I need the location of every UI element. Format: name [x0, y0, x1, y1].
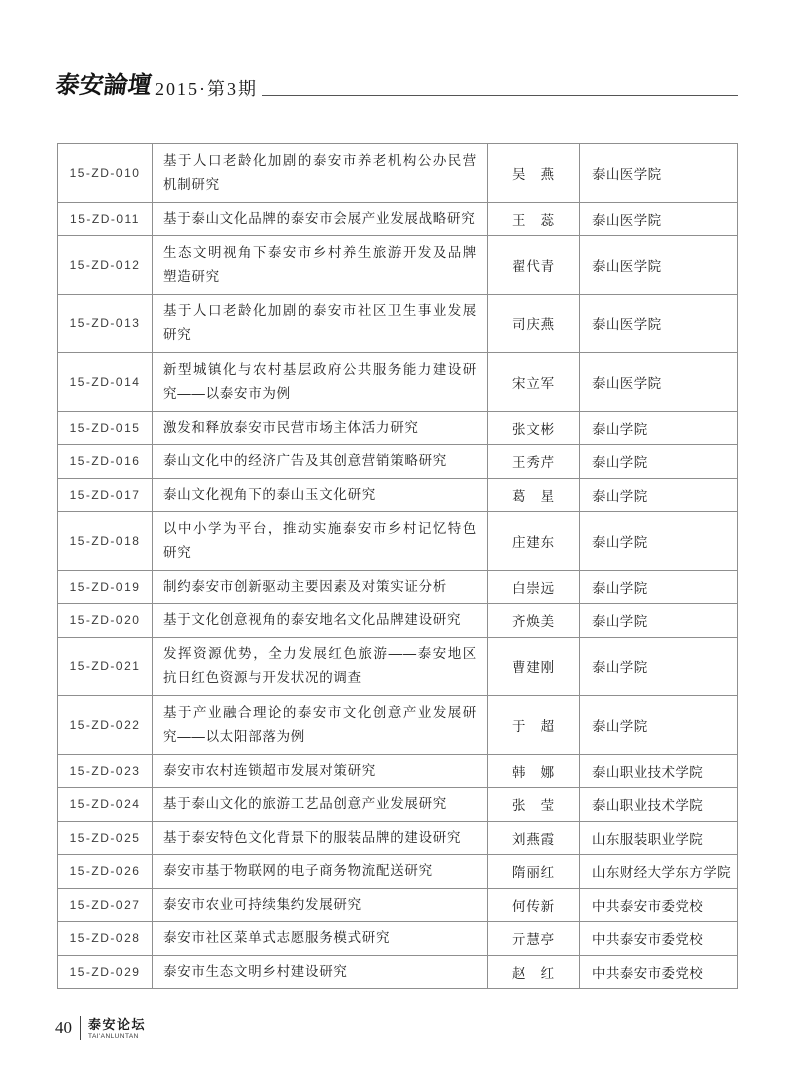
table-row — [58, 295, 738, 354]
institution-cell: 泰山学院 — [580, 512, 738, 570]
project-code-cell: 15-ZD-010 — [58, 144, 153, 202]
institution-cell: 泰山医学院 — [580, 236, 738, 294]
institution-cell: 泰山学院 — [580, 445, 738, 478]
project-title-cell — [153, 236, 488, 294]
project-title-line: 泰安市生态文明乡村建设研究 — [163, 963, 348, 979]
project-leader-cell: 白崇远 — [488, 571, 580, 604]
project-leader-cell: 司庆燕 — [488, 295, 580, 353]
table-row — [58, 755, 738, 789]
project-leader-cell: 吴 燕 — [488, 144, 580, 202]
project-title-line: 泰山文化视角下的泰山玉文化研究 — [163, 486, 376, 502]
header-rule — [262, 95, 738, 96]
project-leader-cell: 王 蕊 — [488, 203, 580, 236]
institution-cell: 泰山职业技术学院 — [580, 755, 738, 788]
project-title-cell — [153, 295, 488, 353]
table-row — [58, 479, 738, 513]
project-title-cell — [153, 445, 488, 478]
institution-cell: 中共泰安市委党校 — [580, 889, 738, 922]
project-leader-cell: 隋丽红 — [488, 855, 580, 888]
project-leader-cell: 张 莹 — [488, 788, 580, 821]
project-title-line: 基于人口老龄化加剧的泰安市社区卫生事业发展 — [163, 303, 477, 319]
project-title-line: 泰安市农业可持续集约发展研究 — [163, 896, 362, 912]
footer-divider — [80, 1016, 81, 1040]
project-title-cell — [153, 203, 488, 236]
project-title-cell — [153, 144, 488, 202]
table-row — [58, 445, 738, 479]
project-title-cell — [153, 956, 488, 989]
project-leader-cell: 何传新 — [488, 889, 580, 922]
table-row — [58, 203, 738, 237]
project-leader-cell: 韩 娜 — [488, 755, 580, 788]
project-leader-cell: 赵 红 — [488, 956, 580, 989]
project-title-cell — [153, 412, 488, 445]
project-title-line: 塑造研究 — [163, 268, 220, 284]
project-code-cell: 15-ZD-014 — [58, 353, 153, 411]
institution-cell: 泰山学院 — [580, 412, 738, 445]
table-row — [58, 571, 738, 605]
project-title-line: 泰安市社区菜单式志愿服务模式研究 — [163, 930, 391, 946]
project-title-line: 研究 — [163, 327, 192, 343]
table-row — [58, 696, 738, 755]
project-title-cell — [153, 479, 488, 512]
footer-journal-name: 泰安论坛 — [88, 1017, 147, 1032]
table-row — [58, 855, 738, 889]
project-title-line: 基于泰山文化的旅游工艺品创意产业发展研究 — [163, 796, 447, 812]
table-row — [58, 144, 738, 203]
project-code-cell: 15-ZD-020 — [58, 604, 153, 637]
table-row — [58, 412, 738, 446]
table-row — [58, 604, 738, 638]
project-code-cell: 15-ZD-011 — [58, 203, 153, 236]
project-code-cell: 15-ZD-013 — [58, 295, 153, 353]
project-title-cell — [153, 755, 488, 788]
project-code-cell: 15-ZD-025 — [58, 822, 153, 855]
project-title-line: 究——以太阳部落为例 — [163, 728, 305, 744]
institution-cell: 泰山医学院 — [580, 353, 738, 411]
institution-cell: 泰山学院 — [580, 638, 738, 696]
project-title-line: 制约泰安市创新驱动主要因素及对策实证分析 — [163, 578, 447, 594]
project-title-cell — [153, 696, 488, 754]
project-title-cell — [153, 889, 488, 922]
table-row — [58, 922, 738, 956]
project-table — [57, 143, 738, 989]
project-title-line: 泰山文化中的经济广告及其创意营销策略研究 — [163, 453, 447, 469]
project-title-cell — [153, 788, 488, 821]
project-code-cell: 15-ZD-016 — [58, 445, 153, 478]
project-code-cell: 15-ZD-028 — [58, 922, 153, 955]
project-code-cell: 15-ZD-015 — [58, 412, 153, 445]
institution-cell: 泰山职业技术学院 — [580, 788, 738, 821]
project-leader-cell: 庄建东 — [488, 512, 580, 570]
project-title-line: 基于人口老龄化加剧的泰安市养老机构公办民营 — [163, 152, 477, 168]
table-row — [58, 956, 738, 990]
project-title-line: 基于产业融合理论的泰安市文化创意产业发展研 — [163, 704, 477, 720]
project-code-cell: 15-ZD-026 — [58, 855, 153, 888]
project-code-cell: 15-ZD-021 — [58, 638, 153, 696]
project-leader-cell: 于 超 — [488, 696, 580, 754]
project-code-cell: 15-ZD-029 — [58, 956, 153, 989]
project-title-line: 机制研究 — [163, 176, 220, 192]
table-row — [58, 236, 738, 295]
institution-cell: 山东服装职业学院 — [580, 822, 738, 855]
project-title-cell — [153, 571, 488, 604]
project-title-line: 基于文化创意视角的泰安地名文化品牌建设研究 — [163, 612, 462, 628]
project-title-cell — [153, 512, 488, 570]
project-title-cell — [153, 922, 488, 955]
journal-title: 泰安論壇 — [54, 70, 154, 99]
project-title-line: 研究 — [163, 544, 192, 560]
table-row — [58, 512, 738, 571]
project-leader-cell: 齐焕美 — [488, 604, 580, 637]
project-title-line: 抗日红色资源与开发状况的调查 — [163, 670, 362, 686]
project-code-cell: 15-ZD-018 — [58, 512, 153, 570]
project-title-line: 究——以泰安市为例 — [163, 385, 291, 401]
institution-cell: 泰山学院 — [580, 571, 738, 604]
project-leader-cell: 刘燕霞 — [488, 822, 580, 855]
table-row — [58, 353, 738, 412]
project-leader-cell: 亓慧亭 — [488, 922, 580, 955]
project-title-line: 基于泰安特色文化背景下的服装品牌的建设研究 — [163, 829, 462, 845]
project-title-line: 基于泰山文化品牌的泰安市会展产业发展战略研究 — [163, 210, 476, 226]
table-row — [58, 822, 738, 856]
institution-cell: 山东财经大学东方学院 — [580, 855, 738, 888]
project-code-cell: 15-ZD-017 — [58, 479, 153, 512]
institution-cell: 泰山医学院 — [580, 295, 738, 353]
project-leader-cell: 王秀芹 — [488, 445, 580, 478]
project-title-line: 泰安市基于物联网的电子商务物流配送研究 — [163, 863, 433, 879]
institution-cell: 泰山医学院 — [580, 144, 738, 202]
project-title-line: 生态文明视角下泰安市乡村养生旅游开发及品牌 — [163, 244, 477, 260]
institution-cell: 泰山学院 — [580, 479, 738, 512]
table-row — [58, 889, 738, 923]
project-title-line: 新型城镇化与农村基层政府公共服务能力建设研 — [163, 361, 477, 377]
project-leader-cell: 葛 星 — [488, 479, 580, 512]
footer-journal-pinyin: TAI'ANLUNTAN — [88, 1033, 139, 1040]
project-title-line: 泰安市农村连锁超市发展对策研究 — [163, 762, 376, 778]
project-code-cell: 15-ZD-022 — [58, 696, 153, 754]
project-leader-cell: 宋立军 — [488, 353, 580, 411]
table-row — [58, 788, 738, 822]
project-title-line: 发挥资源优势，全力发展红色旅游——泰安地区 — [163, 646, 477, 662]
project-leader-cell: 张文彬 — [488, 412, 580, 445]
project-leader-cell: 曹建刚 — [488, 638, 580, 696]
page-number: 40 — [55, 1018, 72, 1037]
project-title-cell — [153, 604, 488, 637]
issue-label: 2015·第3期 — [155, 79, 258, 99]
project-code-cell: 15-ZD-023 — [58, 755, 153, 788]
institution-cell: 中共泰安市委党校 — [580, 922, 738, 955]
table-row — [58, 638, 738, 697]
project-title-cell — [153, 822, 488, 855]
project-leader-cell: 翟代青 — [488, 236, 580, 294]
project-code-cell: 15-ZD-012 — [58, 236, 153, 294]
institution-cell: 中共泰安市委党校 — [580, 956, 738, 989]
project-code-cell: 15-ZD-024 — [58, 788, 153, 821]
project-title-cell — [153, 353, 488, 411]
project-title-line: 以中小学为平台，推动实施泰安市乡村记忆特色 — [163, 520, 477, 536]
project-title-cell — [153, 855, 488, 888]
project-code-cell: 15-ZD-027 — [58, 889, 153, 922]
institution-cell: 泰山医学院 — [580, 203, 738, 236]
project-title-line: 激发和释放泰安市民营市场主体活力研究 — [163, 419, 419, 435]
project-code-cell: 15-ZD-019 — [58, 571, 153, 604]
institution-cell: 泰山学院 — [580, 696, 738, 754]
institution-cell: 泰山学院 — [580, 604, 738, 637]
project-title-cell — [153, 638, 488, 696]
